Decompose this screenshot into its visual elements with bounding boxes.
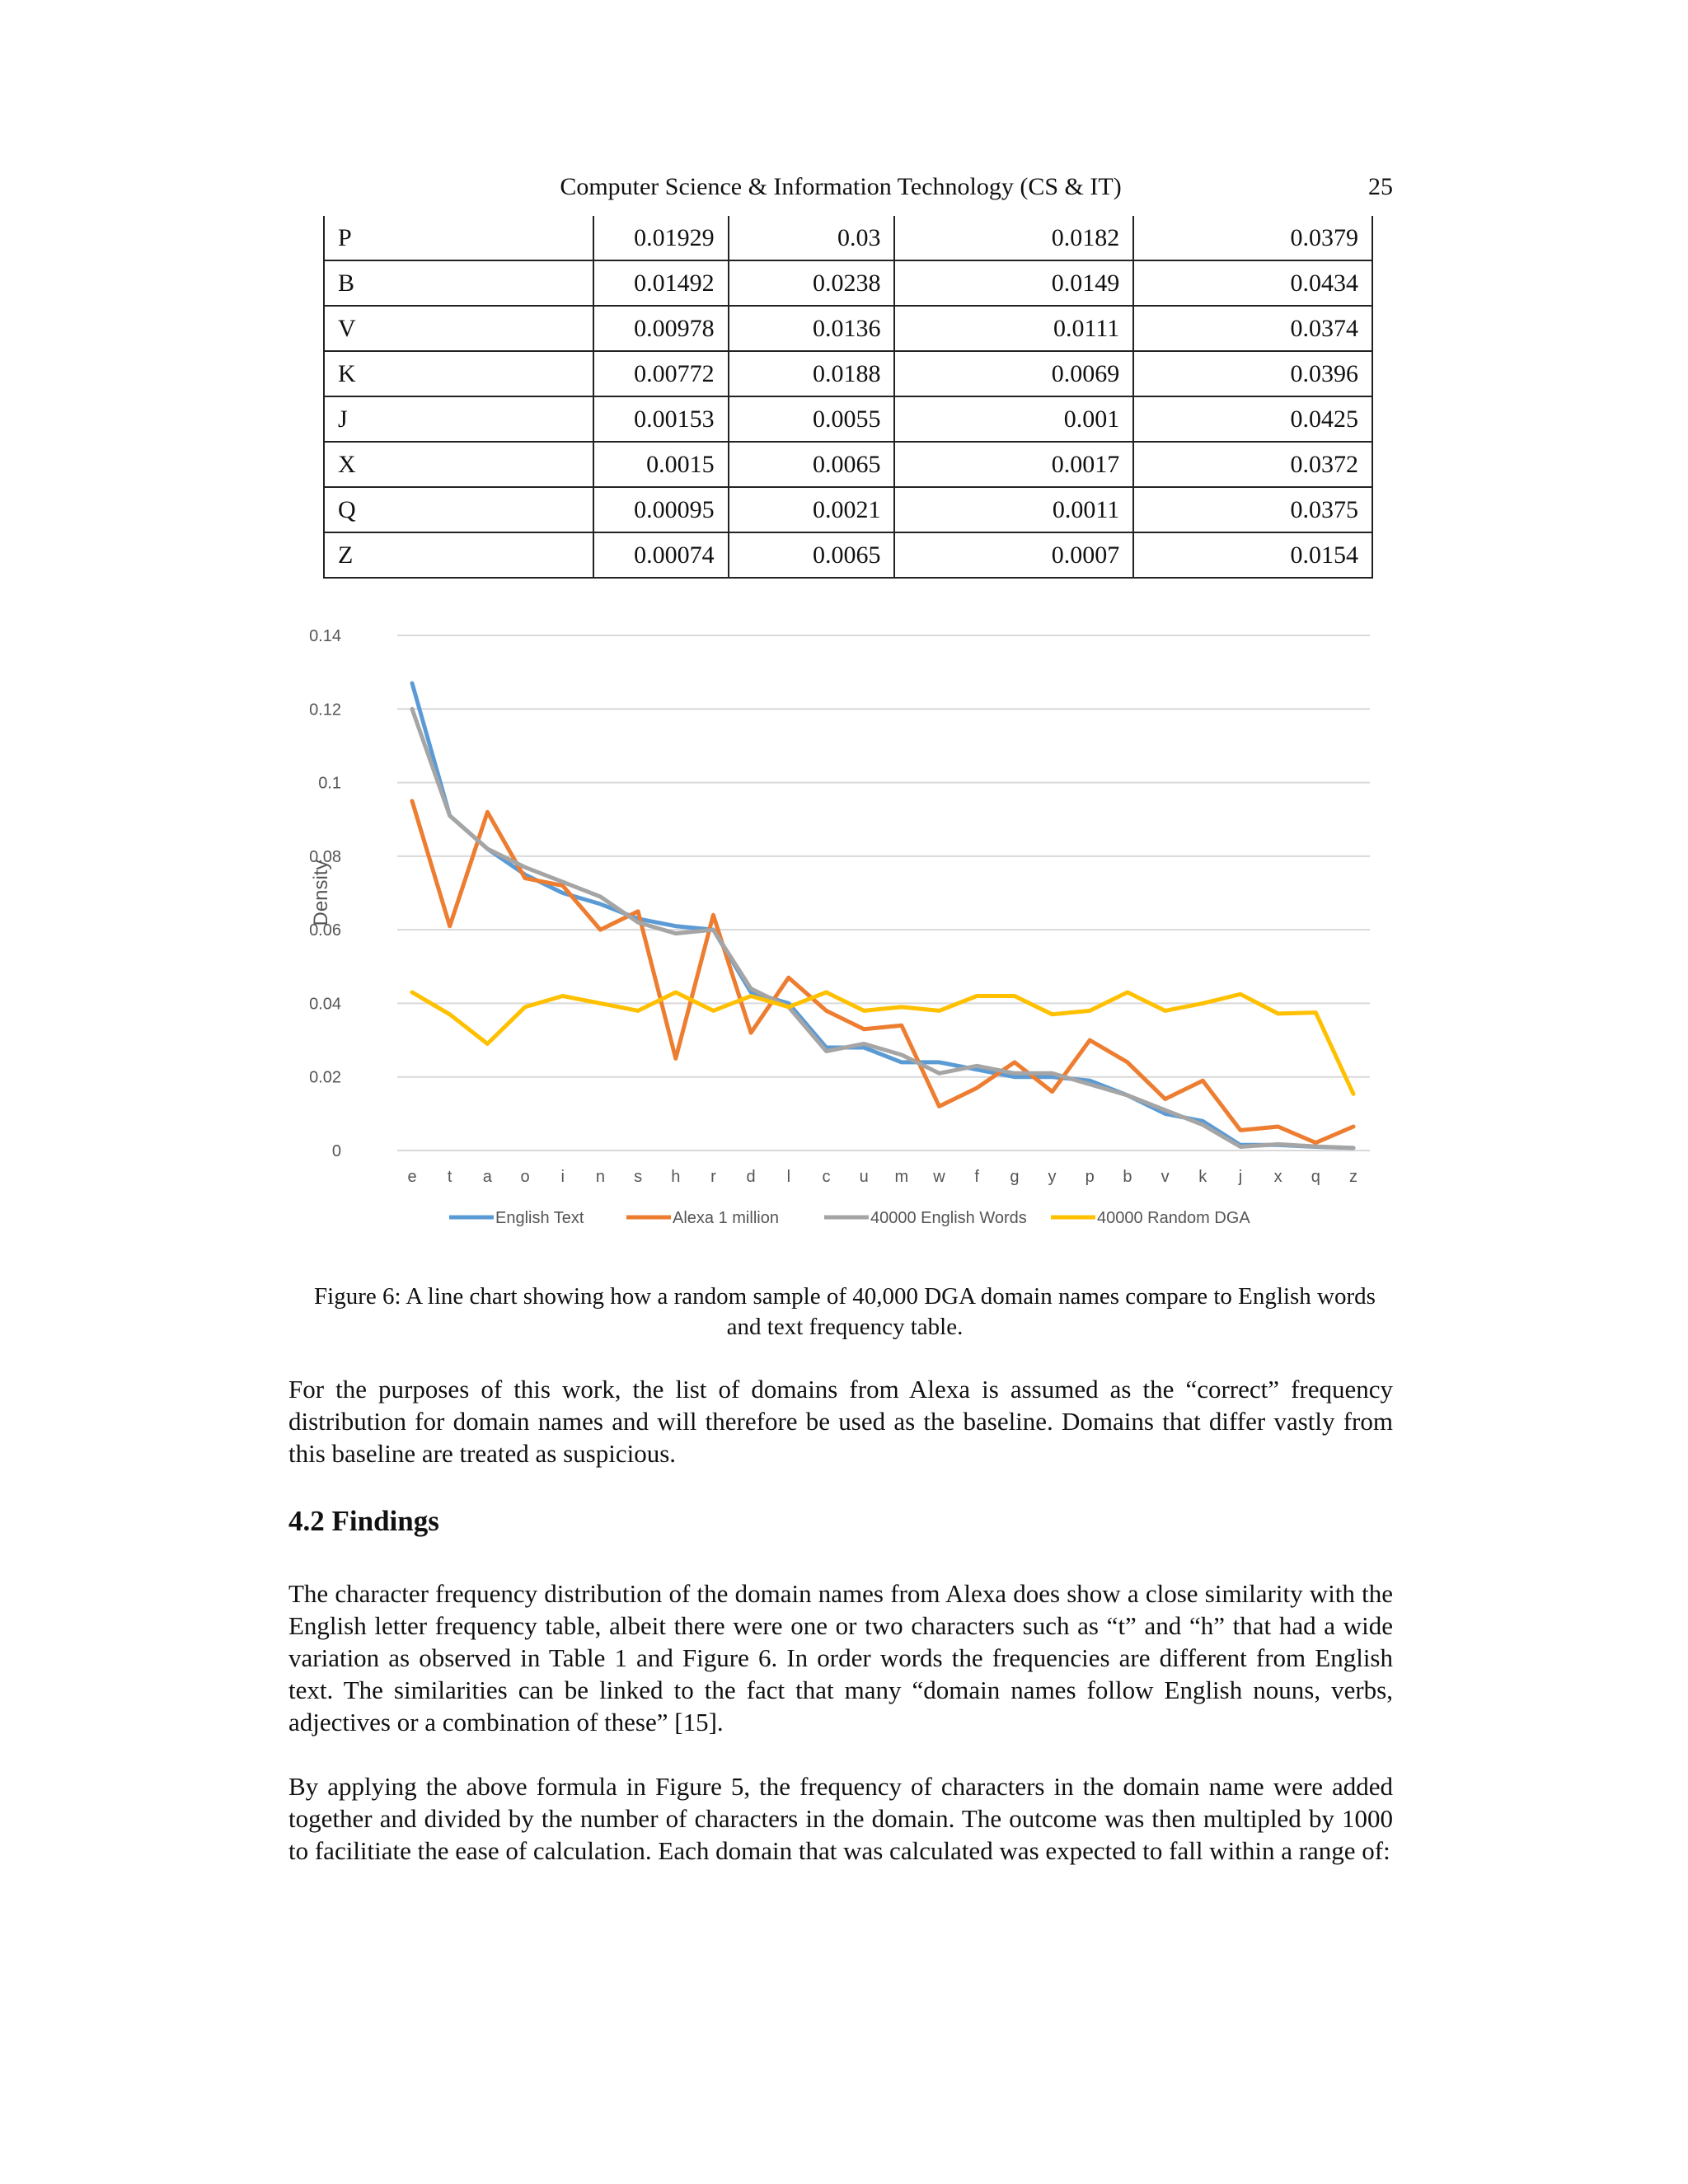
table-cell-random-dga: 0.0379: [1133, 216, 1372, 260]
table-cell-letter: J: [324, 396, 593, 442]
legend-entry: English Text: [495, 1209, 584, 1227]
table-cell-english-words: 0.0007: [894, 532, 1133, 578]
x-tick-label: z: [1349, 1168, 1357, 1186]
paragraph-formula: By applying the above formula in Figure 5, the frequency of characters in the domain name were added together and divided by the number of characters in the domain. The outcome was then multipled by 1000 to facilitiate the ease of calculation. Each domain that was calculated was expected to fall within a range of:: [288, 1772, 1393, 1865]
table-cell-english-text: 0.0015: [593, 442, 728, 487]
table-cell-letter: X: [324, 442, 593, 487]
x-tick-label: c: [822, 1168, 831, 1186]
x-tick-label: q: [1311, 1168, 1320, 1186]
table-cell-letter: V: [324, 306, 593, 351]
x-tick-label: y: [1048, 1168, 1057, 1186]
x-tick-label: a: [482, 1168, 492, 1186]
x-tick-label: b: [1123, 1168, 1132, 1186]
table-cell-english-text: 0.00095: [593, 487, 728, 532]
table-cell-letter: Z: [324, 532, 593, 578]
table-cell-english-words: 0.0111: [894, 306, 1133, 351]
x-tick-label: j: [1238, 1168, 1243, 1186]
table-cell-random-dga: 0.0375: [1133, 487, 1372, 532]
x-tick-label: d: [746, 1168, 756, 1186]
x-tick-label: s: [634, 1168, 643, 1186]
table-cell-alexa: 0.0055: [729, 396, 895, 442]
legend-entry: Alexa 1 million: [673, 1209, 779, 1227]
table-cell-alexa: 0.0188: [729, 351, 895, 396]
table-cell-english-text: 0.01929: [593, 216, 728, 260]
table-cell-letter: B: [324, 260, 593, 306]
x-tick-label: f: [974, 1168, 979, 1186]
table-cell-english-text: 0.00978: [593, 306, 728, 351]
table-cell-english-words: 0.001: [894, 396, 1133, 442]
figure-caption: Figure 6: A line chart showing how a random sample of 40,000 DGA domain names compare to English words and text frequency table.: [314, 1283, 1376, 1340]
series-line-0: [412, 683, 1353, 1148]
legend-entry: 40000 Random DGA: [1097, 1209, 1250, 1227]
table-cell-english-text: 0.00772: [593, 351, 728, 396]
x-tick-label: u: [859, 1168, 869, 1186]
table-row: [324, 216, 1372, 260]
table-cell-english-words: 0.0149: [894, 260, 1133, 306]
page-number: 25: [1368, 173, 1393, 200]
table-cell-english-words: 0.0069: [894, 351, 1133, 396]
y-tick-label: 0.06: [309, 921, 341, 940]
x-tick-label: m: [894, 1168, 909, 1186]
table-cell-letter: Q: [324, 487, 593, 532]
table-cell-alexa: 0.03: [729, 216, 895, 260]
y-tick-label: 0.04: [309, 995, 341, 1014]
y-tick-label: 0.08: [309, 847, 341, 866]
table-cell-random-dga: 0.0154: [1133, 532, 1372, 578]
table-cell-random-dga: 0.0372: [1133, 442, 1372, 487]
table-cell-english-words: 0.0011: [894, 487, 1133, 532]
table-cell-english-words: 0.0182: [894, 216, 1133, 260]
table-row: [324, 306, 1372, 351]
table-row: [324, 396, 1372, 442]
x-tick-label: w: [933, 1168, 945, 1186]
table-cell-random-dga: 0.0396: [1133, 351, 1372, 396]
y-tick-label: 0.14: [309, 627, 341, 645]
table-row: [324, 487, 1372, 532]
x-tick-label: l: [786, 1168, 791, 1186]
y-tick-label: 0.12: [309, 701, 341, 719]
frequency-table: [323, 216, 1373, 579]
x-tick-label: r: [710, 1168, 716, 1186]
table-cell-random-dga: 0.0374: [1133, 306, 1372, 351]
legend-entry: 40000 English Words: [870, 1209, 1027, 1227]
table-cell-english-text: 0.00074: [593, 532, 728, 578]
table-row: [324, 260, 1372, 306]
x-tick-label: k: [1198, 1168, 1207, 1186]
y-tick-label: 0.1: [318, 774, 341, 793]
x-tick-label: x: [1273, 1168, 1282, 1186]
table-cell-english-text: 0.01492: [593, 260, 728, 306]
series-line-2: [412, 709, 1353, 1148]
x-tick-label: o: [520, 1168, 530, 1186]
x-tick-label: n: [595, 1168, 605, 1186]
x-tick-label: i: [560, 1168, 565, 1186]
table-cell-alexa: 0.0238: [729, 260, 895, 306]
x-tick-label: g: [1010, 1168, 1020, 1186]
running-title: Computer Science & Information Technology (CS & IT): [560, 173, 1122, 200]
table-cell-english-text: 0.00153: [593, 396, 728, 442]
x-tick-label: p: [1085, 1168, 1095, 1186]
running-head: [288, 173, 1393, 209]
line-chart: [305, 614, 1393, 1265]
table-cell-letter: P: [324, 216, 593, 260]
x-tick-label: e: [407, 1168, 417, 1186]
paragraph-baseline: For the purposes of this work, the list of domains from Alexa is assumed as the “correct” frequency distribution for domain names and will therefore be used as the baseline. Domains that differ vastly from this baseline are treated as suspicious.: [288, 1375, 1393, 1468]
y-tick-label: 0.02: [309, 1068, 341, 1087]
y-axis-label: Density: [310, 860, 332, 926]
table-cell-alexa: 0.0065: [729, 532, 895, 578]
section-heading: 4.2 Findings: [288, 1505, 439, 1537]
paragraph-findings: The character frequency distribution of the domain names from Alexa does show a close similarity with the English letter frequency table, albeit there were one or two characters such as “t” and “h” that had a wide variation as observed in Table 1 and Figure 6. In order words the frequencies are different from English text. The similarities can be linked to the fact that many “domain names follow English nouns, verbs, adjectives or a combination of these” [15].: [288, 1579, 1393, 1736]
table-row: [324, 351, 1372, 396]
table-row: [324, 532, 1372, 578]
y-tick-label: 0: [331, 1142, 341, 1160]
x-tick-label: t: [447, 1168, 452, 1186]
table-cell-alexa: 0.0136: [729, 306, 895, 351]
table-cell-random-dga: 0.0434: [1133, 260, 1372, 306]
table-cell-random-dga: 0.0425: [1133, 396, 1372, 442]
table-cell-alexa: 0.0021: [729, 487, 895, 532]
table-row: [324, 442, 1372, 487]
table-cell-letter: K: [324, 351, 593, 396]
series-line-1: [412, 801, 1353, 1143]
table-cell-english-words: 0.0017: [894, 442, 1133, 487]
series-line-3: [412, 992, 1353, 1094]
x-tick-label: v: [1160, 1168, 1170, 1186]
x-tick-label: h: [671, 1168, 681, 1186]
table-cell-alexa: 0.0065: [729, 442, 895, 487]
